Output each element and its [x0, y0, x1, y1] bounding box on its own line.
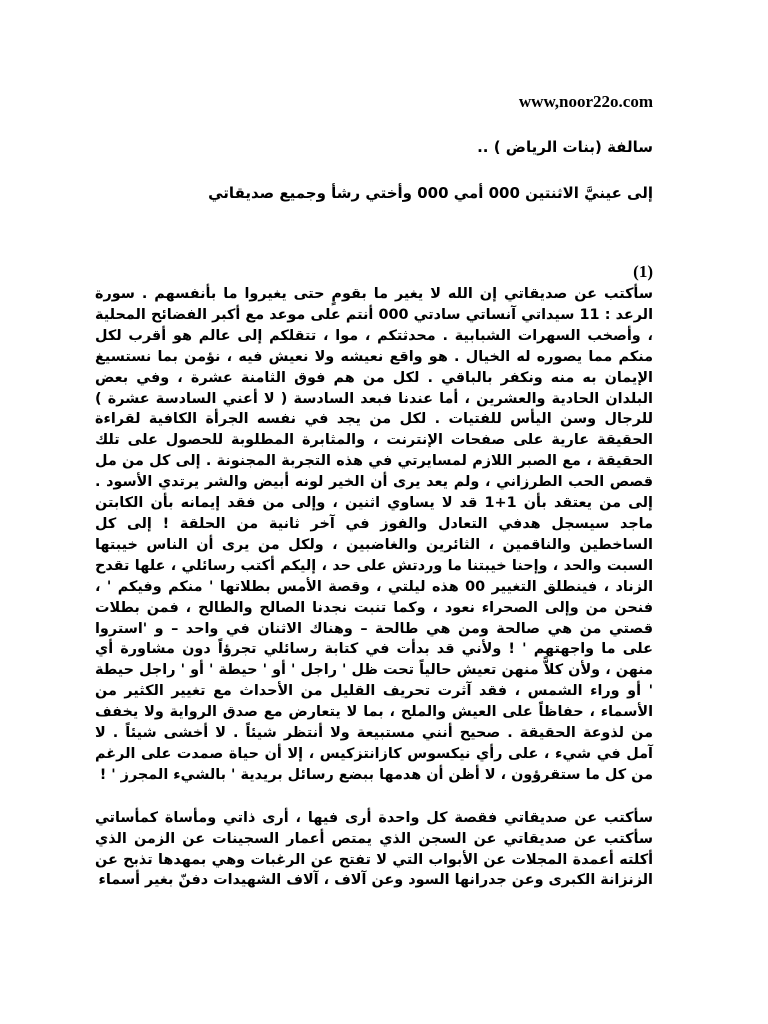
document-title: سالفة (بنات الرياض ) ..: [477, 138, 653, 156]
chapter-number: (1): [633, 262, 653, 281]
poem-paragraph: سأكتب عن صديقاتي فقصة كل واحدة أرى فيها ، أرى ذاتي ومأساة كمأساتي سأكتب عن صديقاتي عن السجن الذي يمتص أعمار السجينات عن الزمن الذي أكلته أعمدة المجلات عن الأبواب التي لا تفتح عن الرغبات وهي بمهدها تذبح عن الزنزانة الكبرى وعن جدرانها السود وعن آلاف ، آلاف الشهيدات دفنّ بغير أسماء: [95, 809, 653, 889]
document-page: [95, 92, 653, 891]
site-url[interactable]: www,noor22o.com: [518, 92, 653, 111]
body-paragraph: سأكتب عن صديقاتي إن الله لا يغير ما بقومٍ حتى يغيروا ما بأنفسهم . سورة الرعد : 11 سيداتي آنساتي سادتي 000 أنتم على موعد مع أكبر الفضائح المحلية ، وأصخب السهرات الشبابية . محدثتكم ، موا ، تتقلكم إلى عالم هو أقرب لكل منكم مما يصوره له الخيال . هو واقع نعيشه ولا نعيش فيه ، نؤمن بما نستسيغ الإيمان به منه ونكفر بالباقي . لكل من هم فوق الثامنة عشرة ، وفي بعض البلدان الحادية والعشرين ، أما عندنا فبعد السادسة ( لا أعني السادسة عشرة ) للرجال وسن اليأس للفتيات . لكل من يجد في نفسه الجرأة الكافية لقراءة الحقيقة عارية على صفحات الإنترنت ، والمثابرة المطلوبة للحصول على تلك الحقيقة ، مع الصبر اللازم لمسايرتي في هذه التجربة المجنونة . إلى كل من مل قصص الحب الطرزاني ، ولم يعد يرى أن الخير لونه أبيض والشر يرتدي الأسود . إلى من يعتقد بأن 1+1 قد لا يساوي اثنين ، وإلى من فقد إيمانه بأن الكابتن ماجد سيسجل هدفي التعادل والفوز في آخر ثانية من الحلقة ! إلى كل الساخطين والناقمين ، الثائرين والغاضبين ، ولكل من يرى أن الناس خيبتها السبت والحد ، وإحنا خيبتنا ما وردتش على حد ، إليكم أكتب رسائلي ، علها تقدح الزناد ، فينطلق التغيير 00 هذه ليلتي ، وقصة الأمس بطلاتها ' منكم وفيكم ' ، فنحن من وإلى الصحراء نعود ، وكما تنبت نجدنا الصالح والطالح ، فمن بطلات قصتي من هي صالحة ومن هي طالحة – وهناك الاثنان في واحد – و 'استروا على ما واجهتهم ' ! ولأني قد بدأت في كتابة رسائلي تجرؤاً دون مشاورة أي منهن ، ولأن كلاًّ منهن تعيش حالياً تحت ظل ' راجل ' أو ' حيطة ' أو ' راجل حيطة ' أو وراء الشمس ، فقد آثرت تحريف القليل من الأحداث مع تغيير الكثير من الأسماء ، حفاظاً على العيش والملح ، بما لا يتعارض مع صدق الرواية ولا يخفف من لذوعة الحقيقة . صحيح أنني مستبيعة ولا أنتظر شيئاً . لا أخشى شيئاً . لا آمل في شيء ، على رأي نيكسوس كازانتزكيس ، إلا أن حياة صمدت على الرغم من كل ما ستقرؤون ، لا أظن أن هدمها ببضع رسائل بريدية ' بالشيء المجرز ' !: [95, 286, 654, 783]
dedication-line: إلى عينيَّ الاثنتين 000 أمي 000 وأختي رشأ وجميع صديقاتي: [208, 184, 653, 202]
